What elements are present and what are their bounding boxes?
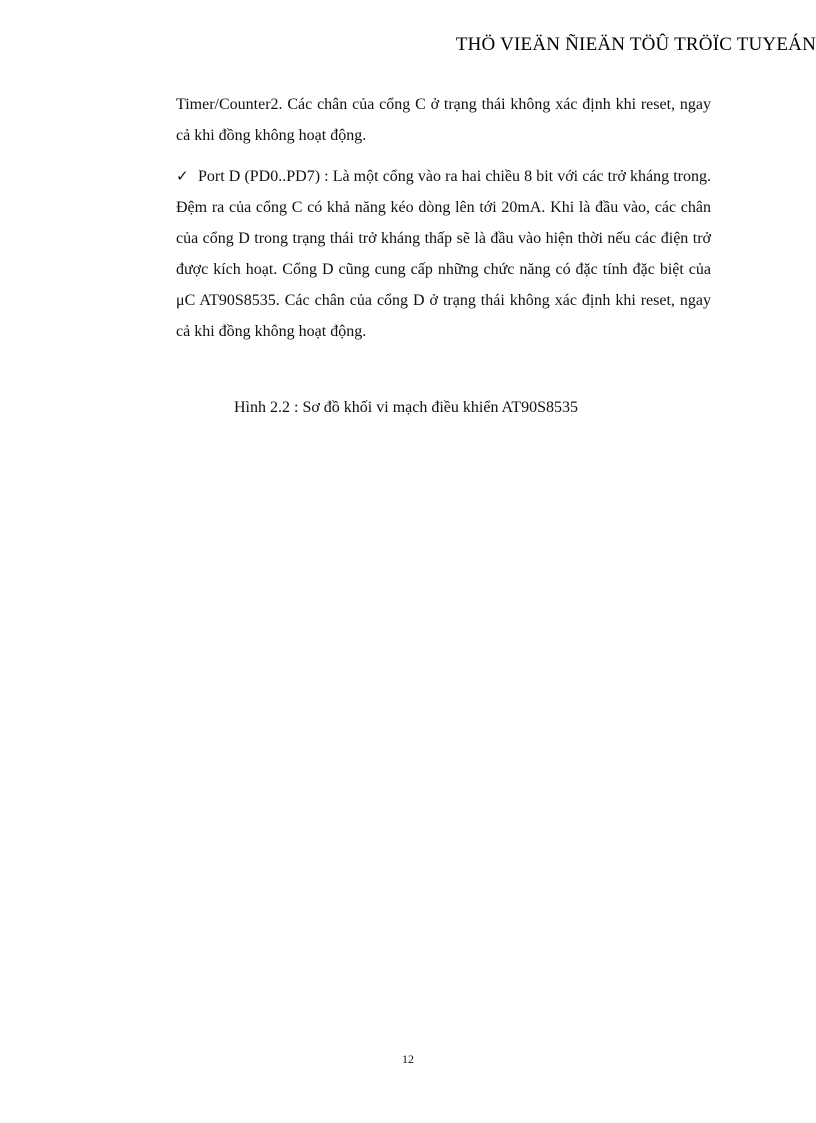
page-header: THÖ VIEÄN ÑIEÄN TÖÛ TRÖÏC TUYEÁN	[455, 34, 816, 55]
bullet-port-d	[176, 161, 711, 347]
figure-caption: Hình 2.2 : Sơ đồ khối vi mạch điều khiển AT90S8535	[234, 399, 579, 416]
page-number: 12	[402, 1052, 414, 1066]
bullet-port-d-text: Port D (PD0..PD7) : Là một cổng vào ra hai chiều 8 bit với các trở kháng trong. Đệm ra của cổng C có khả năng kéo dòng lên tới 20mA. Khi là đầu vào, các chân của cổng D trong trạng thái trở kháng thấp sẽ là đầu vào hiện thời nếu các điện trở được kích hoạt. Cổng D cũng cung cấp những chức năng có đặc tính đặc biệt của μC AT90S8535. Các chân của cổng D ở trạng thái không xác định khi reset, ngay cả khi đồng không hoạt động.	[176, 168, 711, 340]
paragraph-port-c-continued: Timer/Counter2. Các chân của cổng C ở trạng thái không xác định khi reset, ngay cả khi đồng không hoạt động.	[176, 96, 711, 144]
body-content	[176, 89, 711, 347]
checkmark-icon: ✓	[176, 167, 189, 185]
